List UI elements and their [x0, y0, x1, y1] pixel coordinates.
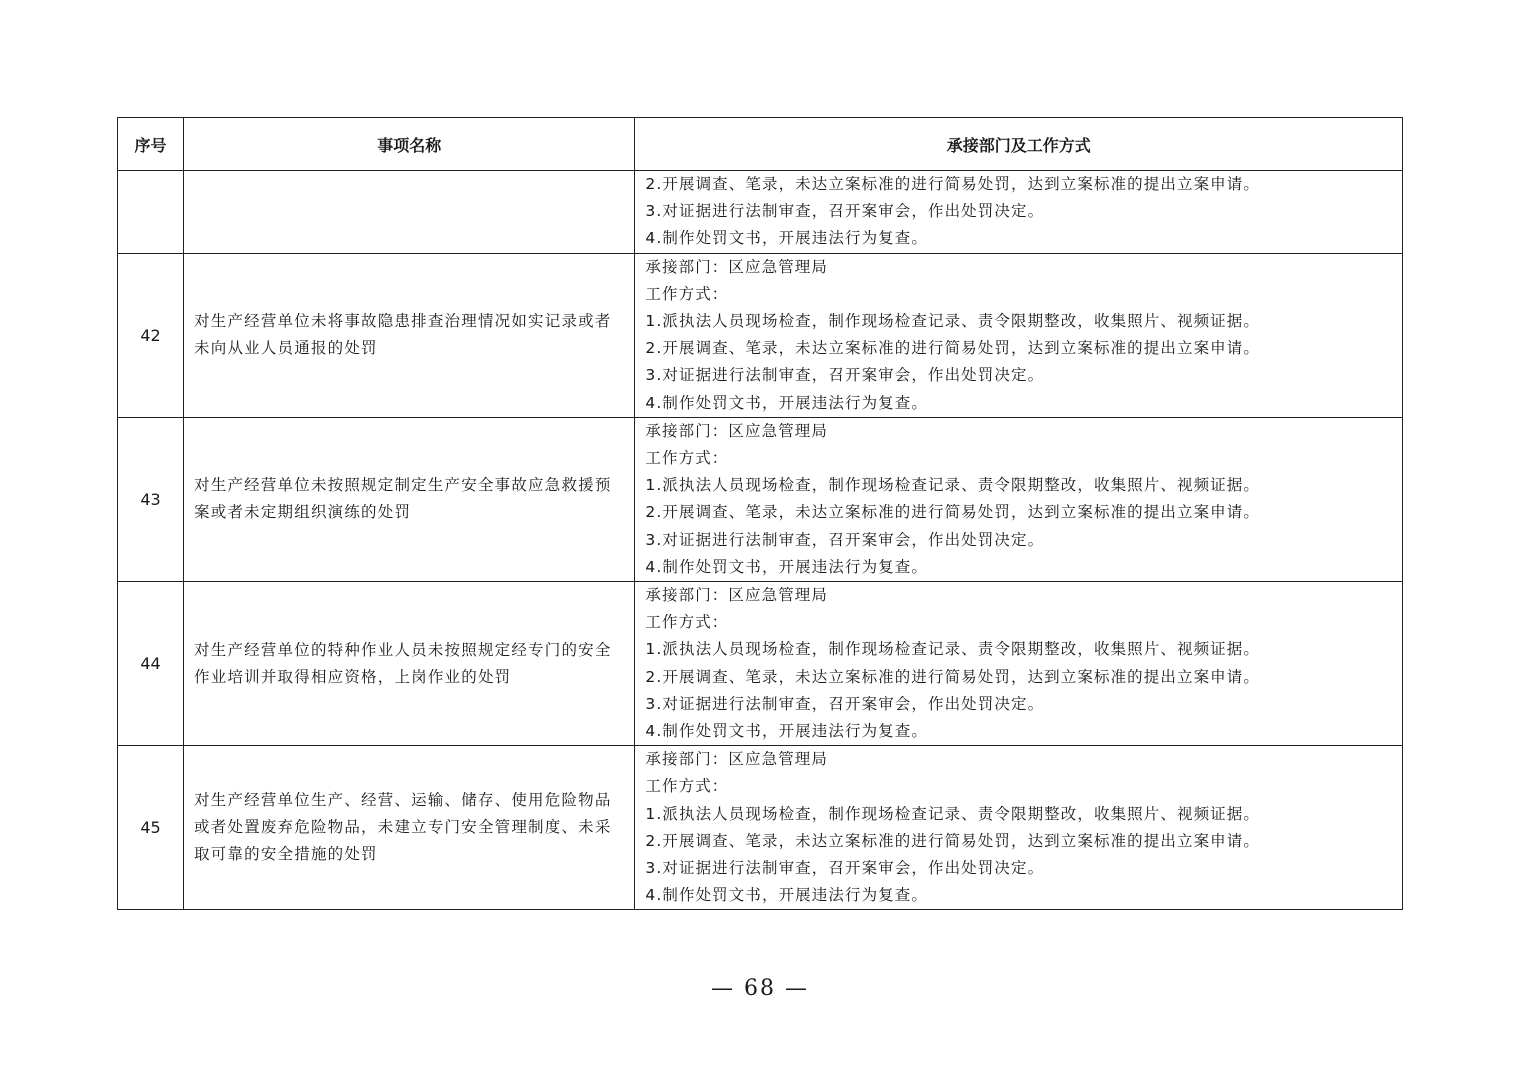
- work-line: 3.对证据进行法制审查，召开案审会，作出处罚决定。: [645, 530, 1045, 549]
- work-line: 1.派执法人员现场检查，制作现场检查记录、责令限期整改，收集照片、视频证据。: [645, 640, 1260, 659]
- seq-cell: 44: [118, 582, 184, 746]
- work-line: 承接部门：区应急管理局: [645, 750, 828, 769]
- work-line: 3.对证据进行法制审查，召开案审会，作出处罚决定。: [645, 202, 1045, 221]
- work-line: 4.制作处罚文书，开展违法行为复查。: [645, 722, 928, 741]
- table-row: [118, 746, 1403, 910]
- work-line: 1.派执法人员现场检查，制作现场检查记录、责令限期整改，收集照片、视频证据。: [645, 312, 1260, 331]
- seq-cell: 45: [118, 746, 184, 910]
- matters-table: [117, 117, 1403, 910]
- header-work: 承接部门及工作方式: [635, 118, 1403, 171]
- work-line: 2.开展调查、笔录，未达立案标准的进行简易处罚，达到立案标准的提出立案申请。: [645, 831, 1260, 850]
- work-line: 4.制作处罚文书，开展违法行为复查。: [645, 229, 928, 248]
- work-line: 2.开展调查、笔录，未达立案标准的进行简易处罚，达到立案标准的提出立案申请。: [645, 667, 1260, 686]
- table-row: [118, 417, 1403, 581]
- work-line: 3.对证据进行法制审查，召开案审会，作出处罚决定。: [645, 366, 1045, 385]
- work-line: 工作方式：: [645, 613, 729, 632]
- table-row-continuation: [118, 171, 1403, 254]
- work-line: 工作方式：: [645, 449, 729, 468]
- work-line: 4.制作处罚文书，开展违法行为复查。: [645, 393, 928, 412]
- table-header-row: [118, 118, 1403, 171]
- work-cell: [635, 746, 1403, 910]
- table-row: [118, 253, 1403, 417]
- name-cell: 对生产经营单位未按照规定制定生产安全事故应急救援预案或者未定期组织演练的处罚: [184, 417, 635, 581]
- work-line: 工作方式：: [645, 284, 729, 303]
- seq-cell: 42: [118, 253, 184, 417]
- work-line: 承接部门：区应急管理局: [645, 421, 828, 440]
- work-line: 工作方式：: [645, 777, 729, 796]
- work-line: 承接部门：区应急管理局: [645, 586, 828, 605]
- work-line: 2.开展调查、笔录，未达立案标准的进行简易处罚，达到立案标准的提出立案申请。: [645, 503, 1260, 522]
- work-line: 2.开展调查、笔录，未达立案标准的进行简易处罚，达到立案标准的提出立案申请。: [645, 339, 1260, 358]
- work-cell: [635, 171, 1403, 254]
- seq-cell: 43: [118, 417, 184, 581]
- page-number: — 68 —: [711, 976, 809, 1001]
- work-cell: [635, 417, 1403, 581]
- work-line: 1.派执法人员现场检查，制作现场检查记录、责令限期整改，收集照片、视频证据。: [645, 804, 1260, 823]
- work-line: 2.开展调查、笔录，未达立案标准的进行简易处罚，达到立案标准的提出立案申请。: [645, 175, 1260, 193]
- work-line: 3.对证据进行法制审查，召开案审会，作出处罚决定。: [645, 694, 1045, 713]
- work-line: 3.对证据进行法制审查，召开案审会，作出处罚决定。: [645, 859, 1045, 878]
- header-name: 事项名称: [184, 118, 635, 171]
- work-cell: [635, 582, 1403, 746]
- work-line: 4.制作处罚文书，开展违法行为复查。: [645, 886, 928, 905]
- header-seq: 序号: [118, 118, 184, 171]
- work-line: 1.派执法人员现场检查，制作现场检查记录、责令限期整改，收集照片、视频证据。: [645, 476, 1260, 495]
- work-cell: [635, 253, 1403, 417]
- work-line: 4.制作处罚文书，开展违法行为复查。: [645, 557, 928, 576]
- name-cell: 对生产经营单位生产、经营、运输、储存、使用危险物品或者处置废弃危险物品，未建立专门安全管理制度、未采取可靠的安全措施的处罚: [184, 746, 635, 910]
- name-cell: 对生产经营单位的特种作业人员未按照规定经专门的安全作业培训并取得相应资格，上岗作业的处罚: [184, 582, 635, 746]
- table-row: [118, 582, 1403, 746]
- name-cell-empty: [184, 171, 635, 254]
- work-line: 承接部门：区应急管理局: [645, 257, 828, 276]
- name-cell: 对生产经营单位未将事故隐患排查治理情况如实记录或者未向从业人员通报的处罚: [184, 253, 635, 417]
- seq-cell-empty: [118, 171, 184, 254]
